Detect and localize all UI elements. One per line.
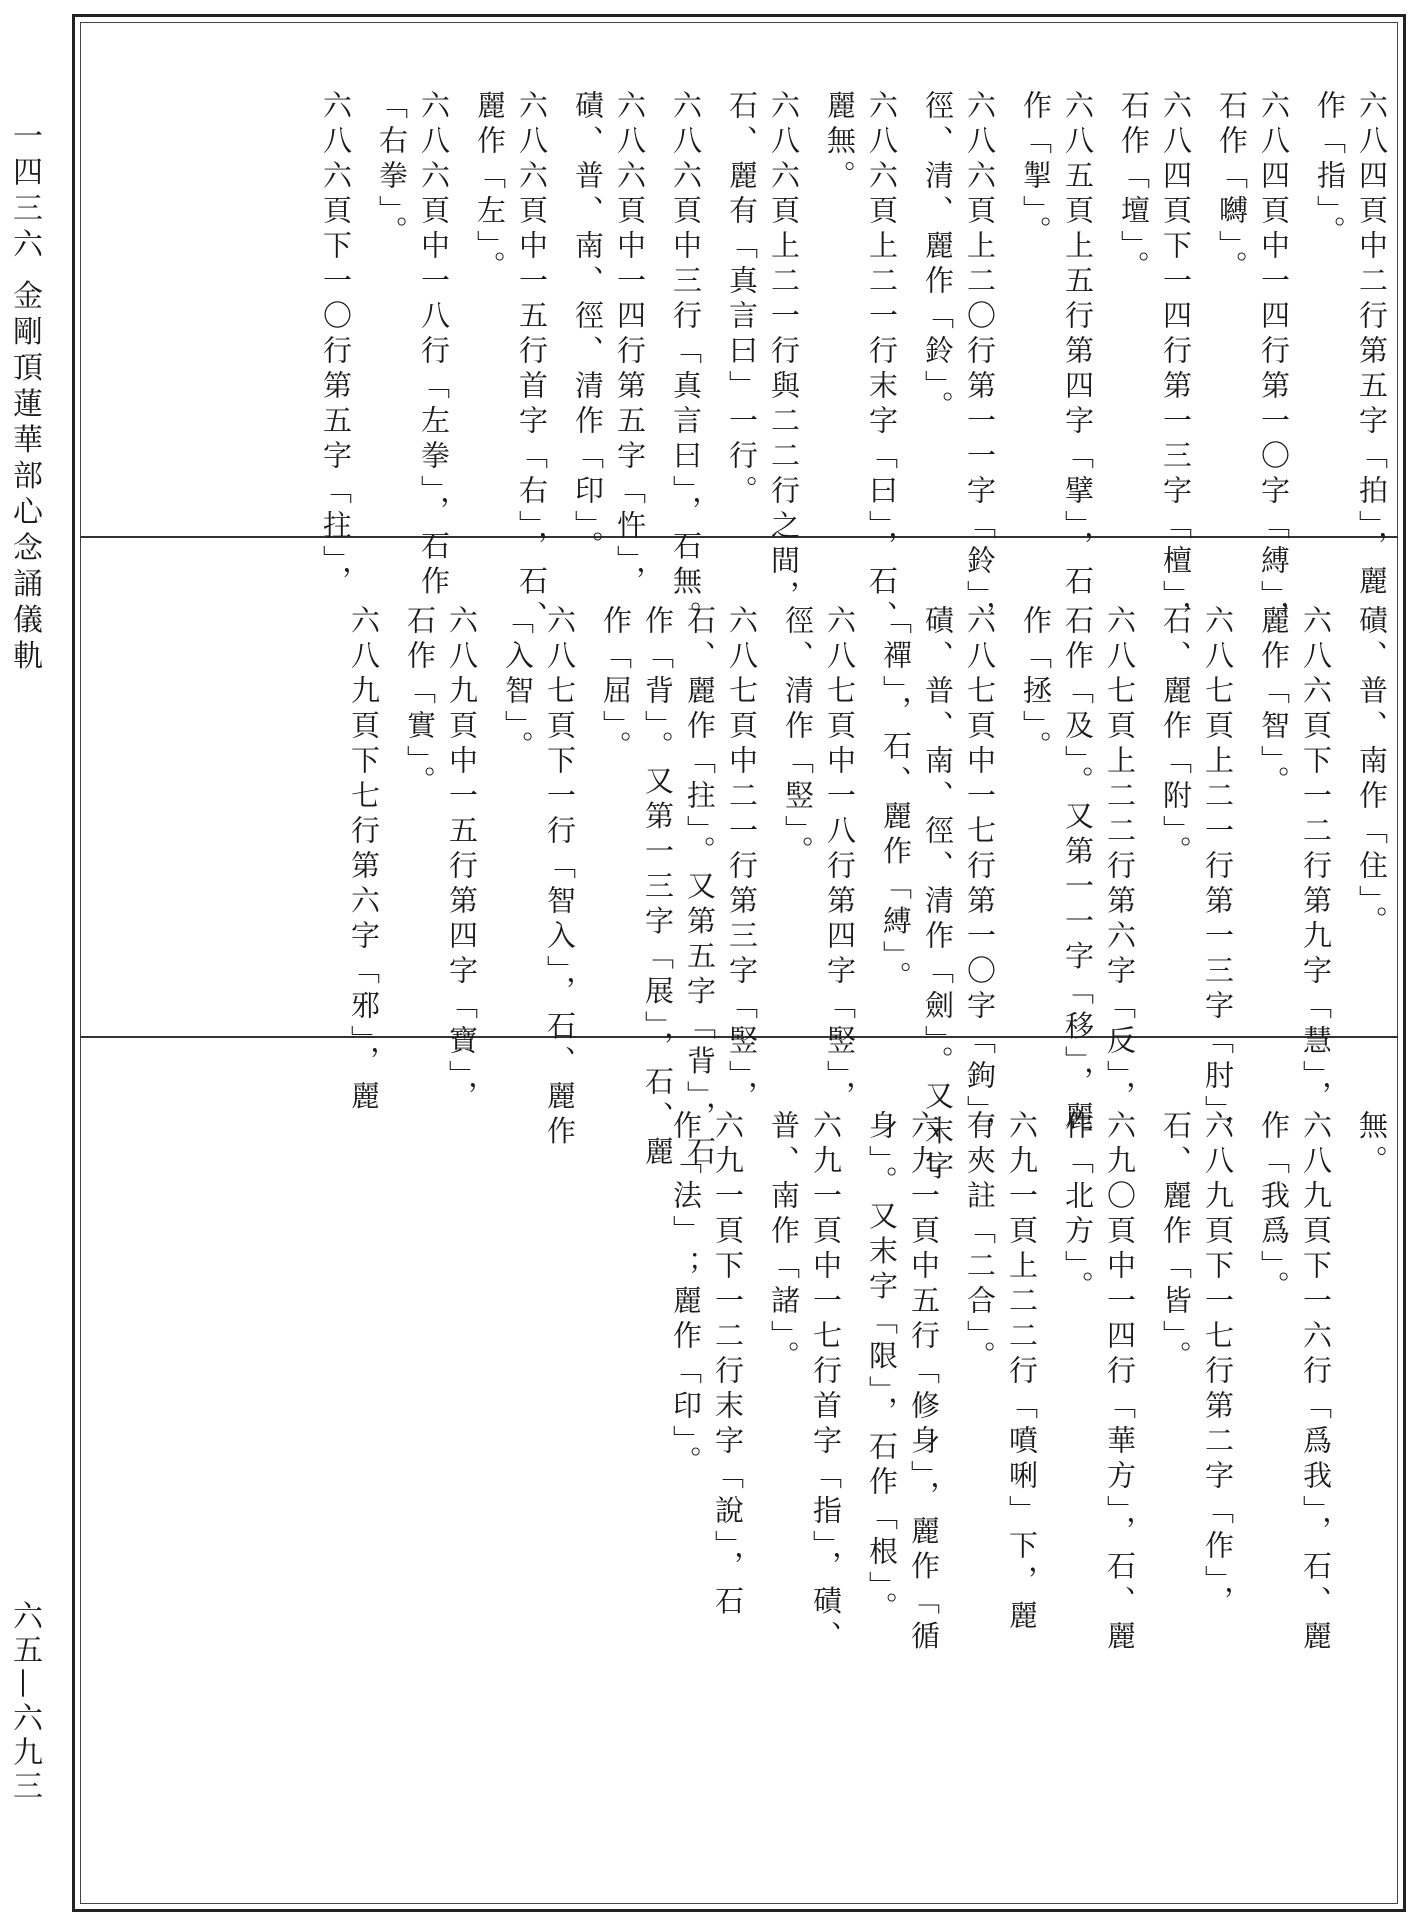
entry-line: 六八六頁下一二行第九字「慧」， <box>1299 605 1333 1116</box>
entry-line: 徑、清作「竪」。 <box>781 605 815 871</box>
entry-line: 六八七頁上二一行第一三字「肘」， <box>1201 605 1235 1151</box>
entry-line: 石、麗作「拄」。又第五字「背」，石 <box>683 605 717 1171</box>
entry-line: 磧、普、南作「住」。 <box>1355 605 1389 941</box>
entry-line: 六八九頁下一七行第二字「作」， <box>1201 1110 1235 1621</box>
collation-entry <box>496 545 580 1151</box>
margin-title: 一四三六 金剛頂蓮華部心念誦儀軌 <box>7 120 42 676</box>
entry-line: 六八六頁中三行「真言曰」，石無。 <box>669 90 703 636</box>
entry-line: 六九〇頁中一四行「華方」，石、麗 <box>1103 1110 1137 1656</box>
entry-line: 六八四頁中二行第五字「拍」，麗 <box>1355 90 1389 601</box>
collation-entry <box>1252 545 1336 1116</box>
collation-entry <box>818 30 902 636</box>
collation-entry <box>720 30 804 615</box>
collation-entry <box>1210 30 1294 636</box>
collation-entry <box>664 30 706 636</box>
collation-entry <box>1154 1050 1238 1621</box>
collation-entry <box>776 545 860 1116</box>
entry-line: 作「屈」。 <box>599 605 633 766</box>
entry-line: 作「指」。 <box>1313 90 1347 251</box>
entry-line: 作「背」。又第一三字「展」，石、麗 <box>641 605 675 1171</box>
entry-line: 麗作「智」。 <box>1257 605 1291 801</box>
register-top <box>86 30 1392 636</box>
collation-entry <box>1014 30 1098 601</box>
collation-entry <box>1252 1050 1336 1656</box>
entry-line: 六八七頁下一行「智入」，石、麗作 <box>543 605 577 1151</box>
entry-line: 六八四頁中一四行第一〇字「縛」， <box>1257 90 1291 636</box>
entry-line: 作「法」；麗作「印」。 <box>669 1110 703 1481</box>
collation-entry <box>342 545 384 1116</box>
collation-entry <box>874 545 1000 1186</box>
collation-entry <box>1350 545 1392 1030</box>
entry-line: 作「我爲」。 <box>1257 1110 1291 1306</box>
register-middle <box>86 545 1392 1186</box>
entry-line: 「禪」，石、麗作「縛」。 <box>879 605 913 996</box>
entry-line: 普、南作「諸」。 <box>767 1110 801 1376</box>
register-divider-1 <box>80 536 1398 538</box>
entry-line: 石作「壇」。 <box>1117 90 1151 286</box>
entry-line: 石作「實」。 <box>403 605 437 801</box>
collation-entry <box>1056 1050 1140 1656</box>
entry-line: 六九一頁中五行「修身」，麗作「循 <box>907 1110 941 1656</box>
entry-line: 六八九頁下一六行「爲我」，石、麗 <box>1299 1110 1333 1656</box>
entry-line: 「入智」。 <box>501 605 535 766</box>
collation-entry <box>1112 30 1196 636</box>
entry-line: 徑、清、麗作「鈴」。 <box>921 90 955 426</box>
entry-line: 六八六頁中一八行「左拳」，石作 <box>417 90 451 601</box>
collation-entry <box>762 1050 846 1656</box>
entry-line: 六九一頁下一二行末字「說」，石 <box>711 1110 745 1621</box>
collation-entry <box>398 545 482 1116</box>
entry-line: 石、麗有「真言曰」一行。 <box>725 90 759 510</box>
register-bottom <box>86 1050 1392 1656</box>
entry-line: 六八六頁上二一行末字「曰」，石、 <box>865 90 899 636</box>
entry-line: 六八七頁中二一行第三字「竪」， <box>725 605 759 1116</box>
collation-entry <box>664 1050 748 1621</box>
collation-entry <box>566 30 650 601</box>
collation-entry <box>314 30 356 601</box>
collation-entry <box>958 1050 1042 1635</box>
entry-line: 六八六頁下一〇行第五字「拄」， <box>319 90 353 601</box>
entry-line: 身」。又末字「限」，石作「根」。 <box>865 1110 899 1627</box>
entry-line: 六八六頁中一四行第五字「忤」， <box>613 90 647 601</box>
entry-line: 六九一頁中一七行首字「指」，磧、 <box>809 1110 843 1656</box>
entry-line: 石、麗作「附」。 <box>1159 605 1193 871</box>
entry-line: 六八九頁中一五行第四字「寶」， <box>445 605 479 1116</box>
entry-line: 六八七頁中一八行第四字「竪」， <box>823 605 857 1116</box>
collation-entry <box>1350 1050 1392 1530</box>
entry-line: 石作「嚩」。 <box>1215 90 1249 286</box>
entry-line: 六八九頁下七行第六字「邪」，麗 <box>347 605 381 1116</box>
entry-line: 六八六頁中一五行首字「右」，石、 <box>515 90 549 636</box>
entry-line: 石、麗作「皆」。 <box>1159 1110 1193 1376</box>
collation-entry <box>468 30 552 636</box>
entry-line: 六八六頁上二〇行第一一字「鈴」， <box>963 90 997 636</box>
entry-line: 六八七頁上二二行第六字「反」， <box>1103 605 1137 1116</box>
collation-entry <box>916 30 1000 636</box>
entry-line: 六九一頁上二二行「噴唎」下，麗 <box>1005 1110 1039 1635</box>
entry-line: 無。 <box>1355 1110 1389 1180</box>
entry-line: 六八四頁下一四行第一三字「檀」， <box>1159 90 1193 636</box>
entry-line: 磧、普、南、徑、清作「劍」。又末字 <box>921 605 955 1186</box>
collation-entry <box>1154 545 1238 1151</box>
entry-line: 作「北方」。 <box>1061 1110 1095 1306</box>
collation-entry <box>370 30 454 601</box>
entry-line: 六八六頁上二一行與二二行之間， <box>767 90 801 615</box>
entry-line: 石作「及」。又第一一字「移」，麗 <box>1061 605 1095 1136</box>
collation-entry <box>1014 545 1140 1136</box>
collation-entry <box>860 1050 944 1656</box>
entry-line: 六八七頁中一七行第一〇字「鉤」， <box>963 605 997 1151</box>
margin-page-number: 六五—六九三 <box>7 1600 42 1804</box>
collation-entry <box>1308 30 1392 601</box>
entry-line: 麗作「左」。 <box>473 90 507 286</box>
entry-line: 磧、普、南、徑、清作「印」。 <box>571 90 605 566</box>
entry-line: 有夾註「二合」。 <box>963 1110 997 1376</box>
entry-line: 六八五頁上五行第四字「擘」，石 <box>1061 90 1095 601</box>
entry-line: 麗無。 <box>823 90 857 195</box>
entry-line: 作「拯」。 <box>1019 605 1053 766</box>
collation-entry <box>594 545 762 1171</box>
entry-line: 「右拳」。 <box>375 90 409 251</box>
entry-line: 作「掣」。 <box>1019 90 1053 251</box>
